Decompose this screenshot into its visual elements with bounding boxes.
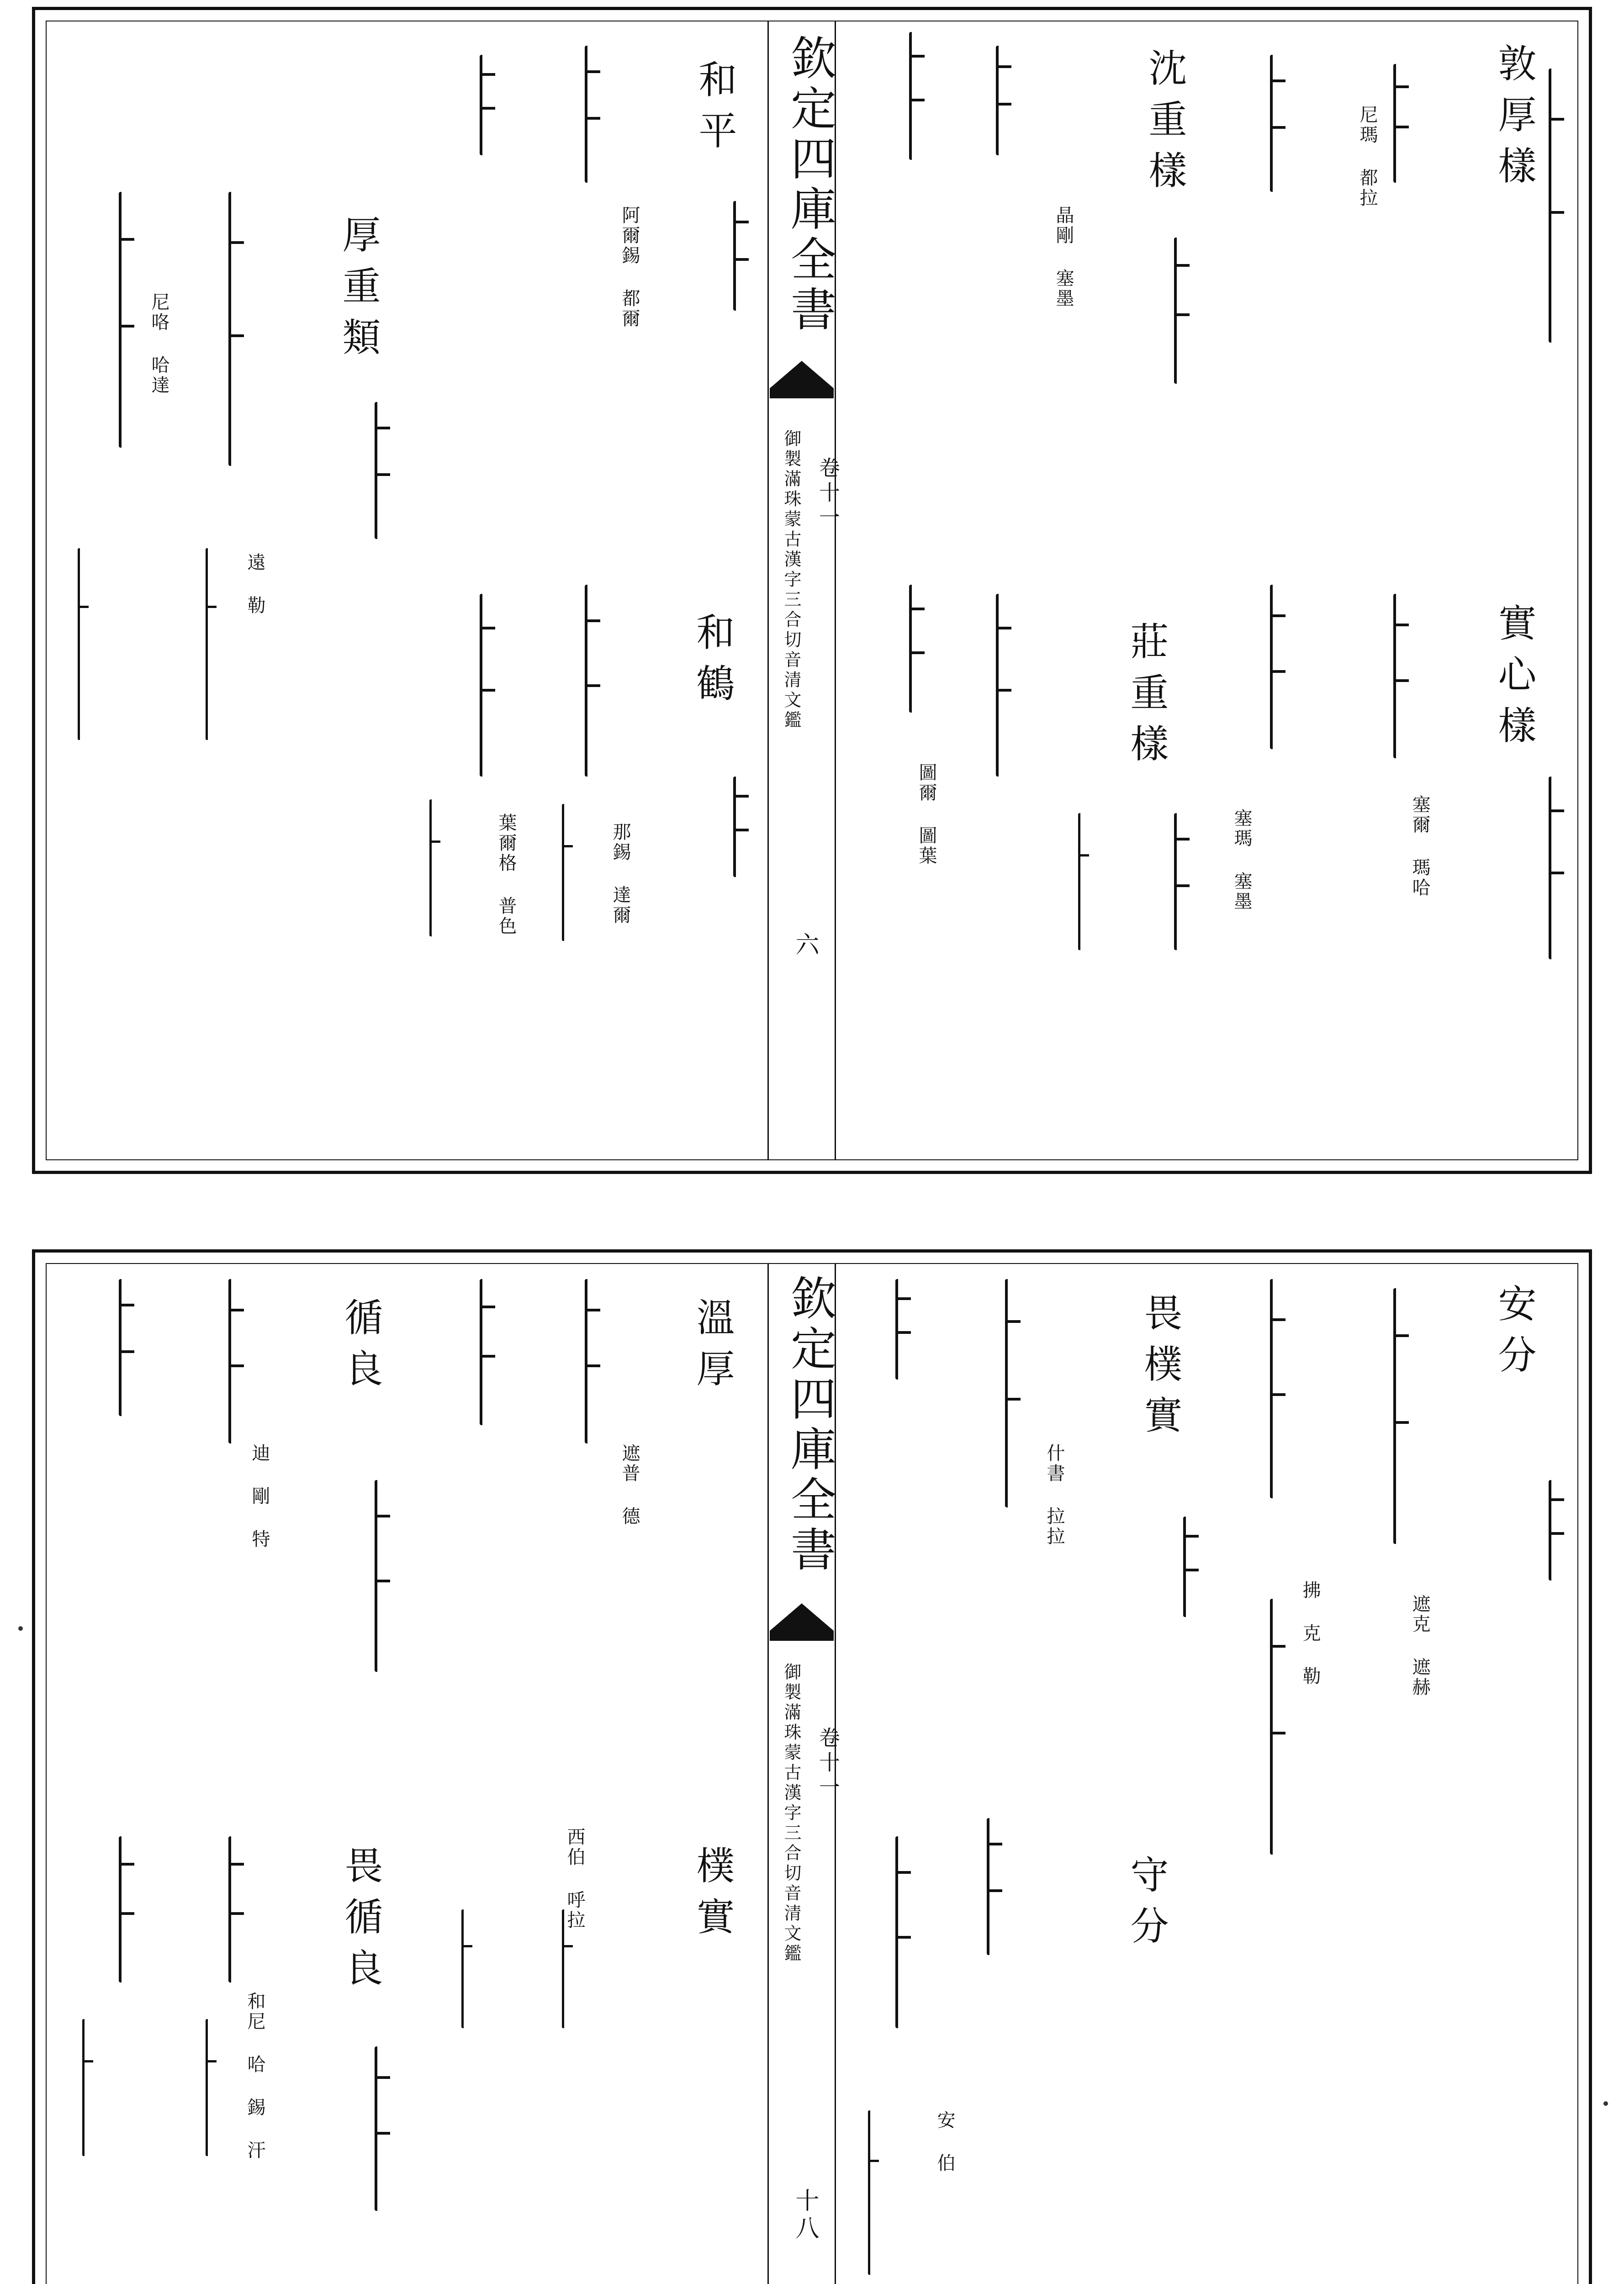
manchu-script-column — [562, 804, 571, 941]
headword-zhuangzhong: 莊重樣 — [1124, 621, 1169, 775]
manchu-script-column — [733, 201, 744, 311]
manchu-script-column — [228, 1836, 239, 1983]
gloss-2: 塞爾 瑪哈 — [1409, 795, 1430, 898]
manchu-script-column — [480, 55, 491, 155]
manchu-script-column — [1005, 1279, 1016, 1507]
manchu-script-column — [375, 402, 386, 539]
gloss-7: 阿爾錫 都爾 — [619, 206, 640, 329]
manchu-script-column — [562, 1909, 571, 2028]
manchu-script-column — [429, 799, 438, 936]
manchu-script-column — [1393, 1288, 1404, 1544]
manchu-script-column — [1270, 1599, 1281, 1855]
manchu-script-column — [585, 1279, 596, 1443]
manchu-script-column — [375, 2046, 386, 2211]
gloss-b3: 什書 拉拉 — [1044, 1443, 1065, 1547]
gloss-b8: 拂 克 勒 — [1300, 1581, 1321, 1687]
manchu-script-column — [868, 2110, 877, 2275]
top-fish-bar — [770, 388, 834, 398]
headword-lei-pushi: 畏樸實 — [1138, 1293, 1183, 1446]
manchu-script-column — [1393, 64, 1404, 183]
manchu-script-column — [206, 548, 214, 740]
manchu-script-column — [1393, 594, 1404, 758]
manchu-script-column — [1174, 238, 1185, 384]
headword-chenzhong: 沈重樣 — [1143, 48, 1187, 201]
manchu-script-column — [206, 2019, 214, 2156]
bottom-fish-bar — [770, 1631, 834, 1641]
gloss-b7: 和尼 哈 錫 汗 — [244, 1992, 265, 2161]
headword-lei-xunliang: 畏循良 — [339, 1845, 383, 1999]
headword-anfen: 安分 — [1492, 1284, 1537, 1386]
gloss-5: 圖爾 圖葉 — [916, 763, 937, 866]
gloss-b4: 西伯 呼拉 — [564, 1827, 585, 1930]
manchu-script-column — [733, 777, 744, 877]
headword-xunliang: 循良 — [339, 1297, 383, 1400]
manchu-script-column — [996, 594, 1007, 777]
manchu-script-column — [119, 1836, 130, 1983]
manchu-script-column — [1078, 813, 1087, 950]
headword-wenhou: 溫厚 — [690, 1297, 735, 1400]
gloss-4: 晶剛 塞墨 — [1053, 206, 1074, 309]
manchu-script-column — [996, 46, 1007, 155]
headword-dunhou: 敦厚樣 — [1492, 43, 1537, 197]
bottom-spine-volume-line: 御製滿珠蒙古漢字三合切音清文鑑 — [781, 1663, 801, 1964]
manchu-script-column — [119, 1279, 130, 1416]
gloss-b6: 迪 剛 特 — [249, 1443, 270, 1549]
gloss-6: 那錫 達爾 — [610, 822, 631, 925]
bottom-spine-folio: 十八 — [791, 2188, 819, 2243]
bottom-spine-juan: 卷十一 — [816, 1727, 841, 1801]
top-spine-juan: 卷十一 — [816, 457, 841, 531]
headword-heping: 和平 — [693, 59, 737, 162]
gloss-b5: 遮普 德 — [619, 1443, 640, 1527]
manchu-script-column — [228, 192, 239, 466]
manchu-script-column — [1549, 69, 1560, 343]
manchu-script-column — [461, 1909, 470, 2028]
manchu-script-column — [1174, 813, 1185, 950]
manchu-script-column — [1549, 1480, 1560, 1581]
gloss-b2: 安 伯 — [934, 2110, 955, 2173]
manchu-script-column — [909, 32, 920, 160]
manchu-script-column — [987, 1818, 998, 1955]
manchu-script-column — [78, 548, 86, 740]
top-spine-volume-line: 御製滿珠蒙古漢字三合切音清文鑑 — [781, 429, 801, 731]
gloss-b1: 遮克 遮赫 — [1409, 1594, 1430, 1697]
manchu-script-column — [1183, 1517, 1194, 1617]
manchu-script-column — [1270, 585, 1281, 749]
manchu-script-column — [228, 1279, 239, 1443]
headword-pushi: 樸實 — [690, 1845, 735, 1948]
manchu-script-column — [1270, 1279, 1281, 1498]
manchu-script-column — [895, 1836, 906, 2028]
headword-shixin: 實心樣 — [1492, 603, 1537, 756]
manchu-script-column — [585, 46, 596, 183]
scan-speck — [18, 1626, 23, 1631]
gloss-10: 遠 勒 — [244, 553, 265, 616]
manchu-script-column — [82, 2019, 91, 2156]
top-spine-folio: 六 — [791, 932, 819, 959]
scan-speck — [1603, 2101, 1608, 2106]
gloss-8: 葉爾格 普色 — [496, 813, 517, 936]
manchu-script-column — [895, 1279, 906, 1380]
manchu-script-column — [375, 1480, 386, 1672]
manchu-script-column — [1549, 777, 1560, 959]
manchu-script-column — [1270, 55, 1281, 192]
headword-shoufen: 守分 — [1124, 1855, 1169, 1957]
bottom-spine-title: 欽定四庫全書 — [783, 1274, 836, 1576]
headword-houzhong: 厚重類 — [336, 215, 381, 368]
bottom-fish-tail — [770, 1603, 834, 1631]
top-spine-title: 欽定四庫全書 — [783, 34, 836, 336]
manchu-script-column — [585, 585, 596, 777]
top-fish-tail — [770, 361, 834, 388]
manchu-script-column — [909, 585, 920, 713]
gloss-3: 塞瑪 塞墨 — [1231, 809, 1252, 912]
manchu-script-column — [480, 1279, 491, 1425]
manchu-script-column — [119, 192, 130, 448]
headword-hege: 和鶴 — [690, 612, 735, 714]
gloss-9: 尼咯 哈達 — [148, 292, 169, 396]
gloss-1: 尼瑪 都拉 — [1357, 105, 1378, 208]
manchu-script-column — [480, 594, 491, 777]
